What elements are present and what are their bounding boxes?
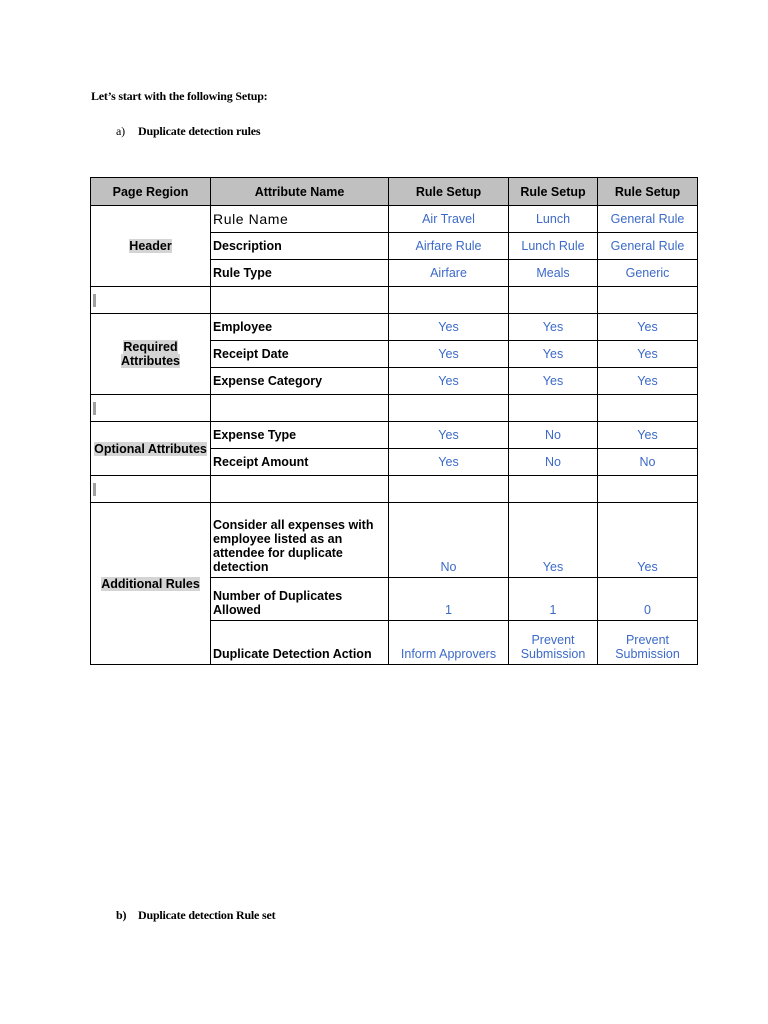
spacer-cell bbox=[91, 287, 211, 314]
attr-receipt-date: Receipt Date bbox=[211, 341, 389, 368]
cell-value: Prevent Submission bbox=[598, 621, 698, 665]
cell-value: 1 bbox=[509, 578, 598, 621]
cell-value: 0 bbox=[598, 578, 698, 621]
cell-value: Air Travel bbox=[389, 206, 509, 233]
cell-value: Yes bbox=[389, 341, 509, 368]
spacer-cell bbox=[91, 476, 211, 503]
cell-value: General Rule bbox=[598, 206, 698, 233]
header-rule-setup-2: Rule Setup bbox=[509, 178, 598, 206]
cell-value: Lunch Rule bbox=[509, 233, 598, 260]
region-required-attributes: Required Attributes bbox=[91, 314, 211, 395]
table-row bbox=[91, 503, 698, 578]
cell-value: Airfare bbox=[389, 260, 509, 287]
cell-value: Prevent Submission bbox=[509, 621, 598, 665]
cell-value: Yes bbox=[598, 314, 698, 341]
cell-value: Yes bbox=[389, 449, 509, 476]
cell-value: Yes bbox=[509, 314, 598, 341]
spacer-marker bbox=[93, 294, 96, 307]
spacer-marker bbox=[93, 402, 96, 415]
cell-value: No bbox=[509, 422, 598, 449]
cell-value: Meals bbox=[509, 260, 598, 287]
spacer-row bbox=[91, 476, 698, 503]
attr-receipt-amount: Receipt Amount bbox=[211, 449, 389, 476]
header-rule-setup-1: Rule Setup bbox=[389, 178, 509, 206]
attr-rule-name: Rule Name bbox=[211, 206, 389, 233]
cell-value: 1 bbox=[389, 578, 509, 621]
section-b-marker: b) bbox=[116, 908, 127, 922]
table-row bbox=[91, 422, 698, 449]
cell-value: Yes bbox=[509, 368, 598, 395]
intro-text: Let’s start with the following Setup: bbox=[91, 89, 268, 103]
duplicate-detection-rules-table bbox=[90, 177, 698, 665]
cell-value: Inform Approvers bbox=[389, 621, 509, 665]
cell-value: Lunch bbox=[509, 206, 598, 233]
cell-value: No bbox=[509, 449, 598, 476]
header-attribute-name: Attribute Name bbox=[211, 178, 389, 206]
cell-value: Airfare Rule bbox=[389, 233, 509, 260]
cell-value: Yes bbox=[509, 503, 598, 578]
section-a-marker: a) bbox=[116, 124, 125, 138]
cell-value: Yes bbox=[389, 368, 509, 395]
cell-value: Yes bbox=[598, 368, 698, 395]
header-rule-setup-3: Rule Setup bbox=[598, 178, 698, 206]
table-header-row bbox=[91, 178, 698, 206]
cell-value: Yes bbox=[598, 422, 698, 449]
table-row bbox=[91, 314, 698, 341]
attr-number-of-duplicates: Number of Duplicates Allowed bbox=[211, 578, 389, 621]
table-row bbox=[91, 206, 698, 233]
attr-description: Description bbox=[211, 233, 389, 260]
cell-value: Yes bbox=[598, 341, 698, 368]
attr-duplicate-detection-action: Duplicate Detection Action bbox=[211, 621, 389, 665]
cell-value: Yes bbox=[598, 503, 698, 578]
section-a-heading bbox=[116, 124, 260, 139]
spacer-row bbox=[91, 287, 698, 314]
attr-rule-type: Rule Type bbox=[211, 260, 389, 287]
spacer-cell bbox=[91, 395, 211, 422]
attr-consider-all-expenses: Consider all expenses with employee listed as an attendee for duplicate detection bbox=[211, 503, 389, 578]
attr-employee: Employee bbox=[211, 314, 389, 341]
cell-value: Generic bbox=[598, 260, 698, 287]
section-b-title: Duplicate detection Rule set bbox=[138, 908, 276, 922]
spacer-row bbox=[91, 395, 698, 422]
cell-value: Yes bbox=[509, 341, 598, 368]
region-header: Header bbox=[91, 206, 211, 287]
cell-value: Yes bbox=[389, 422, 509, 449]
cell-value: No bbox=[598, 449, 698, 476]
region-additional-rules: Additional Rules bbox=[91, 503, 211, 665]
section-b-heading bbox=[116, 908, 275, 923]
cell-value: No bbox=[389, 503, 509, 578]
spacer-marker bbox=[93, 483, 96, 496]
cell-value: General Rule bbox=[598, 233, 698, 260]
region-optional-attributes: Optional Attributes bbox=[91, 422, 211, 476]
cell-value: Yes bbox=[389, 314, 509, 341]
section-a-title: Duplicate detection rules bbox=[138, 124, 261, 138]
header-page-region: Page Region bbox=[91, 178, 211, 206]
attr-expense-category: Expense Category bbox=[211, 368, 389, 395]
attr-expense-type: Expense Type bbox=[211, 422, 389, 449]
